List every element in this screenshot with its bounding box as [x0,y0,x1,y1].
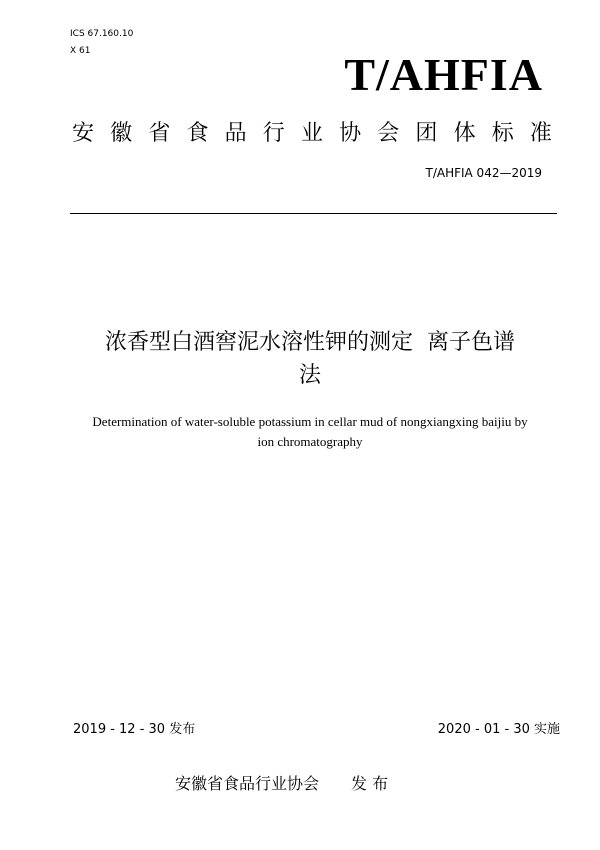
ccs-code: X 61 [70,46,91,56]
org-char: 准 [529,121,552,146]
implementation-date: 2020 - 01 - 30 实施 [437,722,560,737]
issue-label: 发 布 [351,774,389,793]
english-title [50,412,570,452]
org-char: 品 [224,121,247,146]
org-char: 徽 [110,121,133,146]
issuer-name: 安徽省食品行业协会 [175,774,320,793]
org-char: 行 [262,121,285,146]
chinese-title-line-2: 法 [298,363,321,388]
org-char: 安 [72,121,95,146]
publish-date: 2019 - 12 - 30 发布 [73,722,196,737]
standard-logo: T/AHFIA [344,49,543,100]
org-char: 协 [339,121,362,146]
chinese-title-line-1: 浓香型白酒窖泥水溶性钾的测定 离子色谱 [105,330,515,355]
standard-number: T/AHFIA 042—2019 [425,166,542,180]
org-char: 会 [377,121,400,146]
chinese-title [50,326,570,392]
divider [70,213,557,214]
org-char: 团 [415,121,438,146]
organization-title [72,116,552,147]
org-char: 标 [491,121,514,146]
org-char: 省 [148,121,171,146]
ics-code: ICS 67.160.10 [70,29,134,39]
issuer [175,771,420,794]
org-char: 食 [186,121,209,146]
org-char: 业 [300,121,323,146]
english-title-line-1: Determination of water-soluble potassium in cellar mud of nongxiangxing baijiu by [92,414,528,429]
english-title-line-2: ion chromatography [257,434,363,449]
org-char: 体 [453,121,476,146]
